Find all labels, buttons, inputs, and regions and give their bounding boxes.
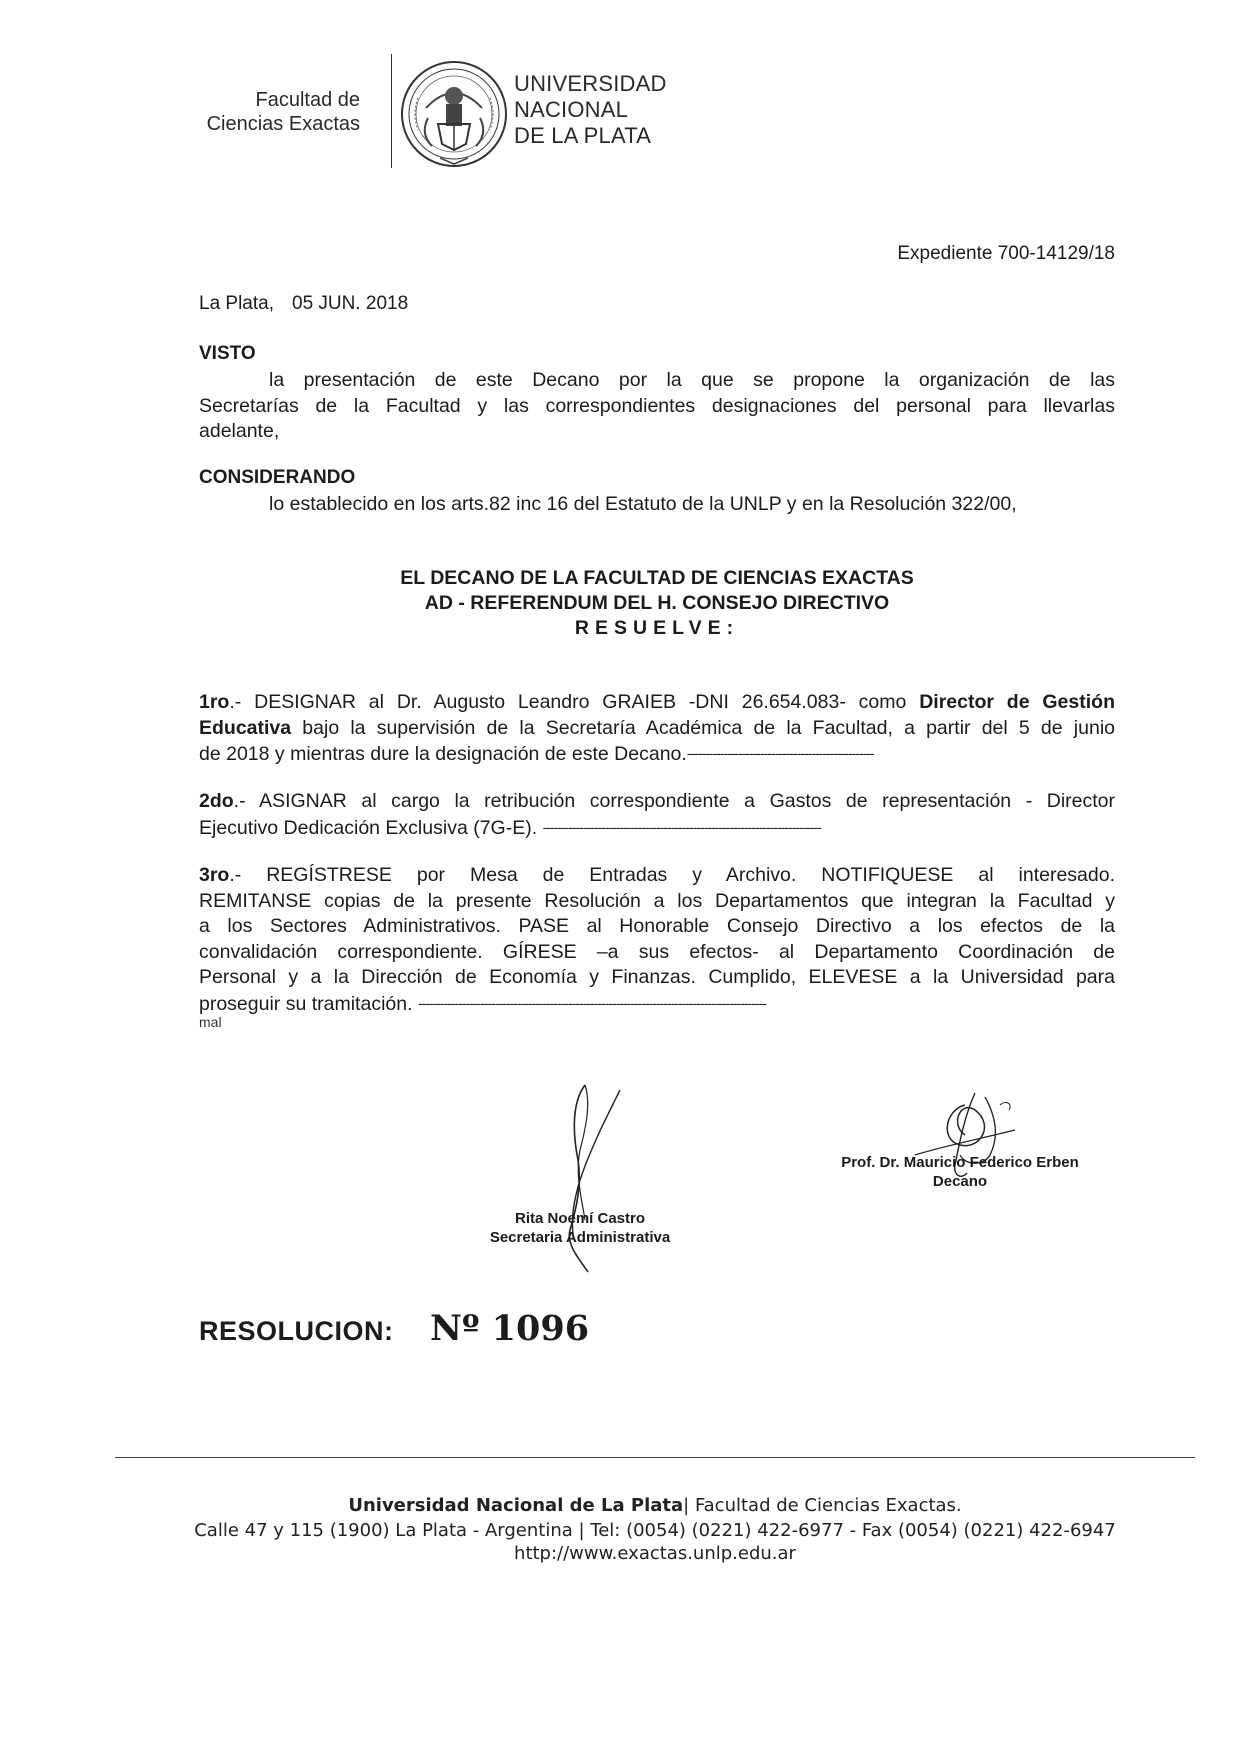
dean-signature-block xyxy=(815,1153,1105,1191)
article-1 xyxy=(199,690,1115,768)
visto-line-3: adelante, xyxy=(199,420,280,442)
secretary-name: Rita Noemí Castro xyxy=(514,1210,646,1227)
article-2 xyxy=(199,789,1115,841)
resolution-header-line-2: AD - REFERENDUM DEL H. CONSEJO DIRECTIVO xyxy=(424,592,890,614)
footer-line-1 xyxy=(115,1494,1195,1517)
dean-name: Prof. Dr. Mauricio Federico Erben xyxy=(841,1154,1079,1171)
article-2-dashes: ---------------------------------------------------------------------------- xyxy=(542,818,821,835)
faculty-name xyxy=(150,88,360,136)
article-3-line-5: Personal y a la Dirección de Economía y Finanzas. Cumplido, ELEVESE a la Universidad para xyxy=(199,966,1115,988)
article-1-line-1-bold: Director de Gestión xyxy=(919,691,1115,713)
considerando-text: lo establecido en los arts.82 inc 16 del Estatuto de la UNLP y en la Resolución 322/00, xyxy=(269,493,1017,515)
article-3-dashes: ----------------------------------------------------------------------------------------------- xyxy=(417,994,766,1011)
resolution-header-line-1: EL DECANO DE LA FACULTAD DE CIENCIAS EXACTAS xyxy=(400,567,914,589)
article-3-line-1: .- REGÍSTRESE por Mesa de Entradas y Archivo. NOTIFIQUESE al interesado. xyxy=(229,864,1115,886)
place-date xyxy=(199,293,408,315)
article-3-label: 3ro xyxy=(199,864,230,886)
place: La Plata, xyxy=(199,293,274,314)
secretary-title: Secretaria Administrativa xyxy=(489,1229,671,1246)
article-3-line-2: REMITANSE copias de la presente Resolución a los Departamentos que integran la Facultad y xyxy=(199,889,1115,912)
article-2-line-1: .- ASIGNAR al cargo la retribución correspondiente a Gastos de representación - Director xyxy=(233,790,1115,812)
secretary-signature-block xyxy=(440,1209,720,1247)
visto-line-2: Secretarías de la Facultad y las correspondientes designaciones del personal para llevarlas xyxy=(199,394,1115,417)
article-1-label: 1ro xyxy=(199,691,230,713)
visto-text xyxy=(199,368,1115,445)
article-3-line-6: proseguir su tramitación. xyxy=(199,992,413,1015)
article-1-line-2-bold: Educativa xyxy=(199,716,292,739)
university-seal-icon xyxy=(398,58,510,170)
article-1-dashes: --------------------------------------------------- xyxy=(686,745,874,761)
letterhead-divider xyxy=(391,54,392,168)
article-3-line-4: convalidación correspondiente. GÍRESE –a sus efectos- al Departamento Coordinación de xyxy=(199,940,1115,963)
faculty-line-2: Ciencias Exactas xyxy=(206,113,360,135)
expediente-number: Expediente 700-14129/18 xyxy=(897,243,1115,264)
university-line-3: DE LA PLATA xyxy=(514,123,652,148)
university-line-1: UNIVERSIDAD xyxy=(514,71,667,96)
university-name xyxy=(514,71,667,149)
article-2-line-2: Ejecutivo Dedicación Exclusiva (7G-E). xyxy=(199,816,538,839)
resolution-label: RESOLUCION: xyxy=(199,1316,394,1346)
dean-title: Decano xyxy=(932,1173,988,1190)
typist-initials: mal xyxy=(199,1014,222,1030)
date: 05 JUN. 2018 xyxy=(292,293,409,314)
article-3 xyxy=(199,863,1115,1017)
footer-faculty: | Facultad de Ciencias Exactas. xyxy=(683,1495,962,1516)
article-3-line-3: a los Sectores Administrativos. PASE al Honorable Consejo Directivo a los efectos de la xyxy=(199,915,1115,937)
resolution-number: Nº 1096 xyxy=(430,1308,590,1349)
article-1-line-3: de 2018 y mientras dure la designación de este Decano. xyxy=(199,743,687,765)
university-line-2: NACIONAL xyxy=(514,97,629,122)
article-1-line-1-text: .- DESIGNAR al Dr. Augusto Leandro GRAIEB -DNI 26.654.083- como xyxy=(229,691,920,713)
footer-website: http://www.exactas.unlp.edu.ar xyxy=(514,1543,796,1564)
footer-university: Universidad Nacional de La Plata xyxy=(348,1495,684,1516)
faculty-line-1: Facultad de xyxy=(255,89,360,111)
footer-address: Calle 47 y 115 (1900) La Plata - Argentina | Tel: (0054) (0221) 422-6977 - Fax (0054) (0221) 422-6947 xyxy=(194,1520,1116,1541)
considerando-heading: CONSIDERANDO xyxy=(199,467,356,488)
visto-heading: VISTO xyxy=(199,343,256,364)
visto-line-1: la presentación de este Decano por la que se propone la organización de las xyxy=(269,369,1115,391)
resuelve-heading: RESUELVE: xyxy=(574,617,740,639)
footer-divider xyxy=(115,1457,1195,1458)
article-1-line-2-text: bajo la supervisión de la Secretaría Académica de la Facultad, a partir del 5 de junio xyxy=(291,716,1115,739)
article-2-label: 2do xyxy=(199,790,234,812)
resolution-header xyxy=(199,566,1115,641)
